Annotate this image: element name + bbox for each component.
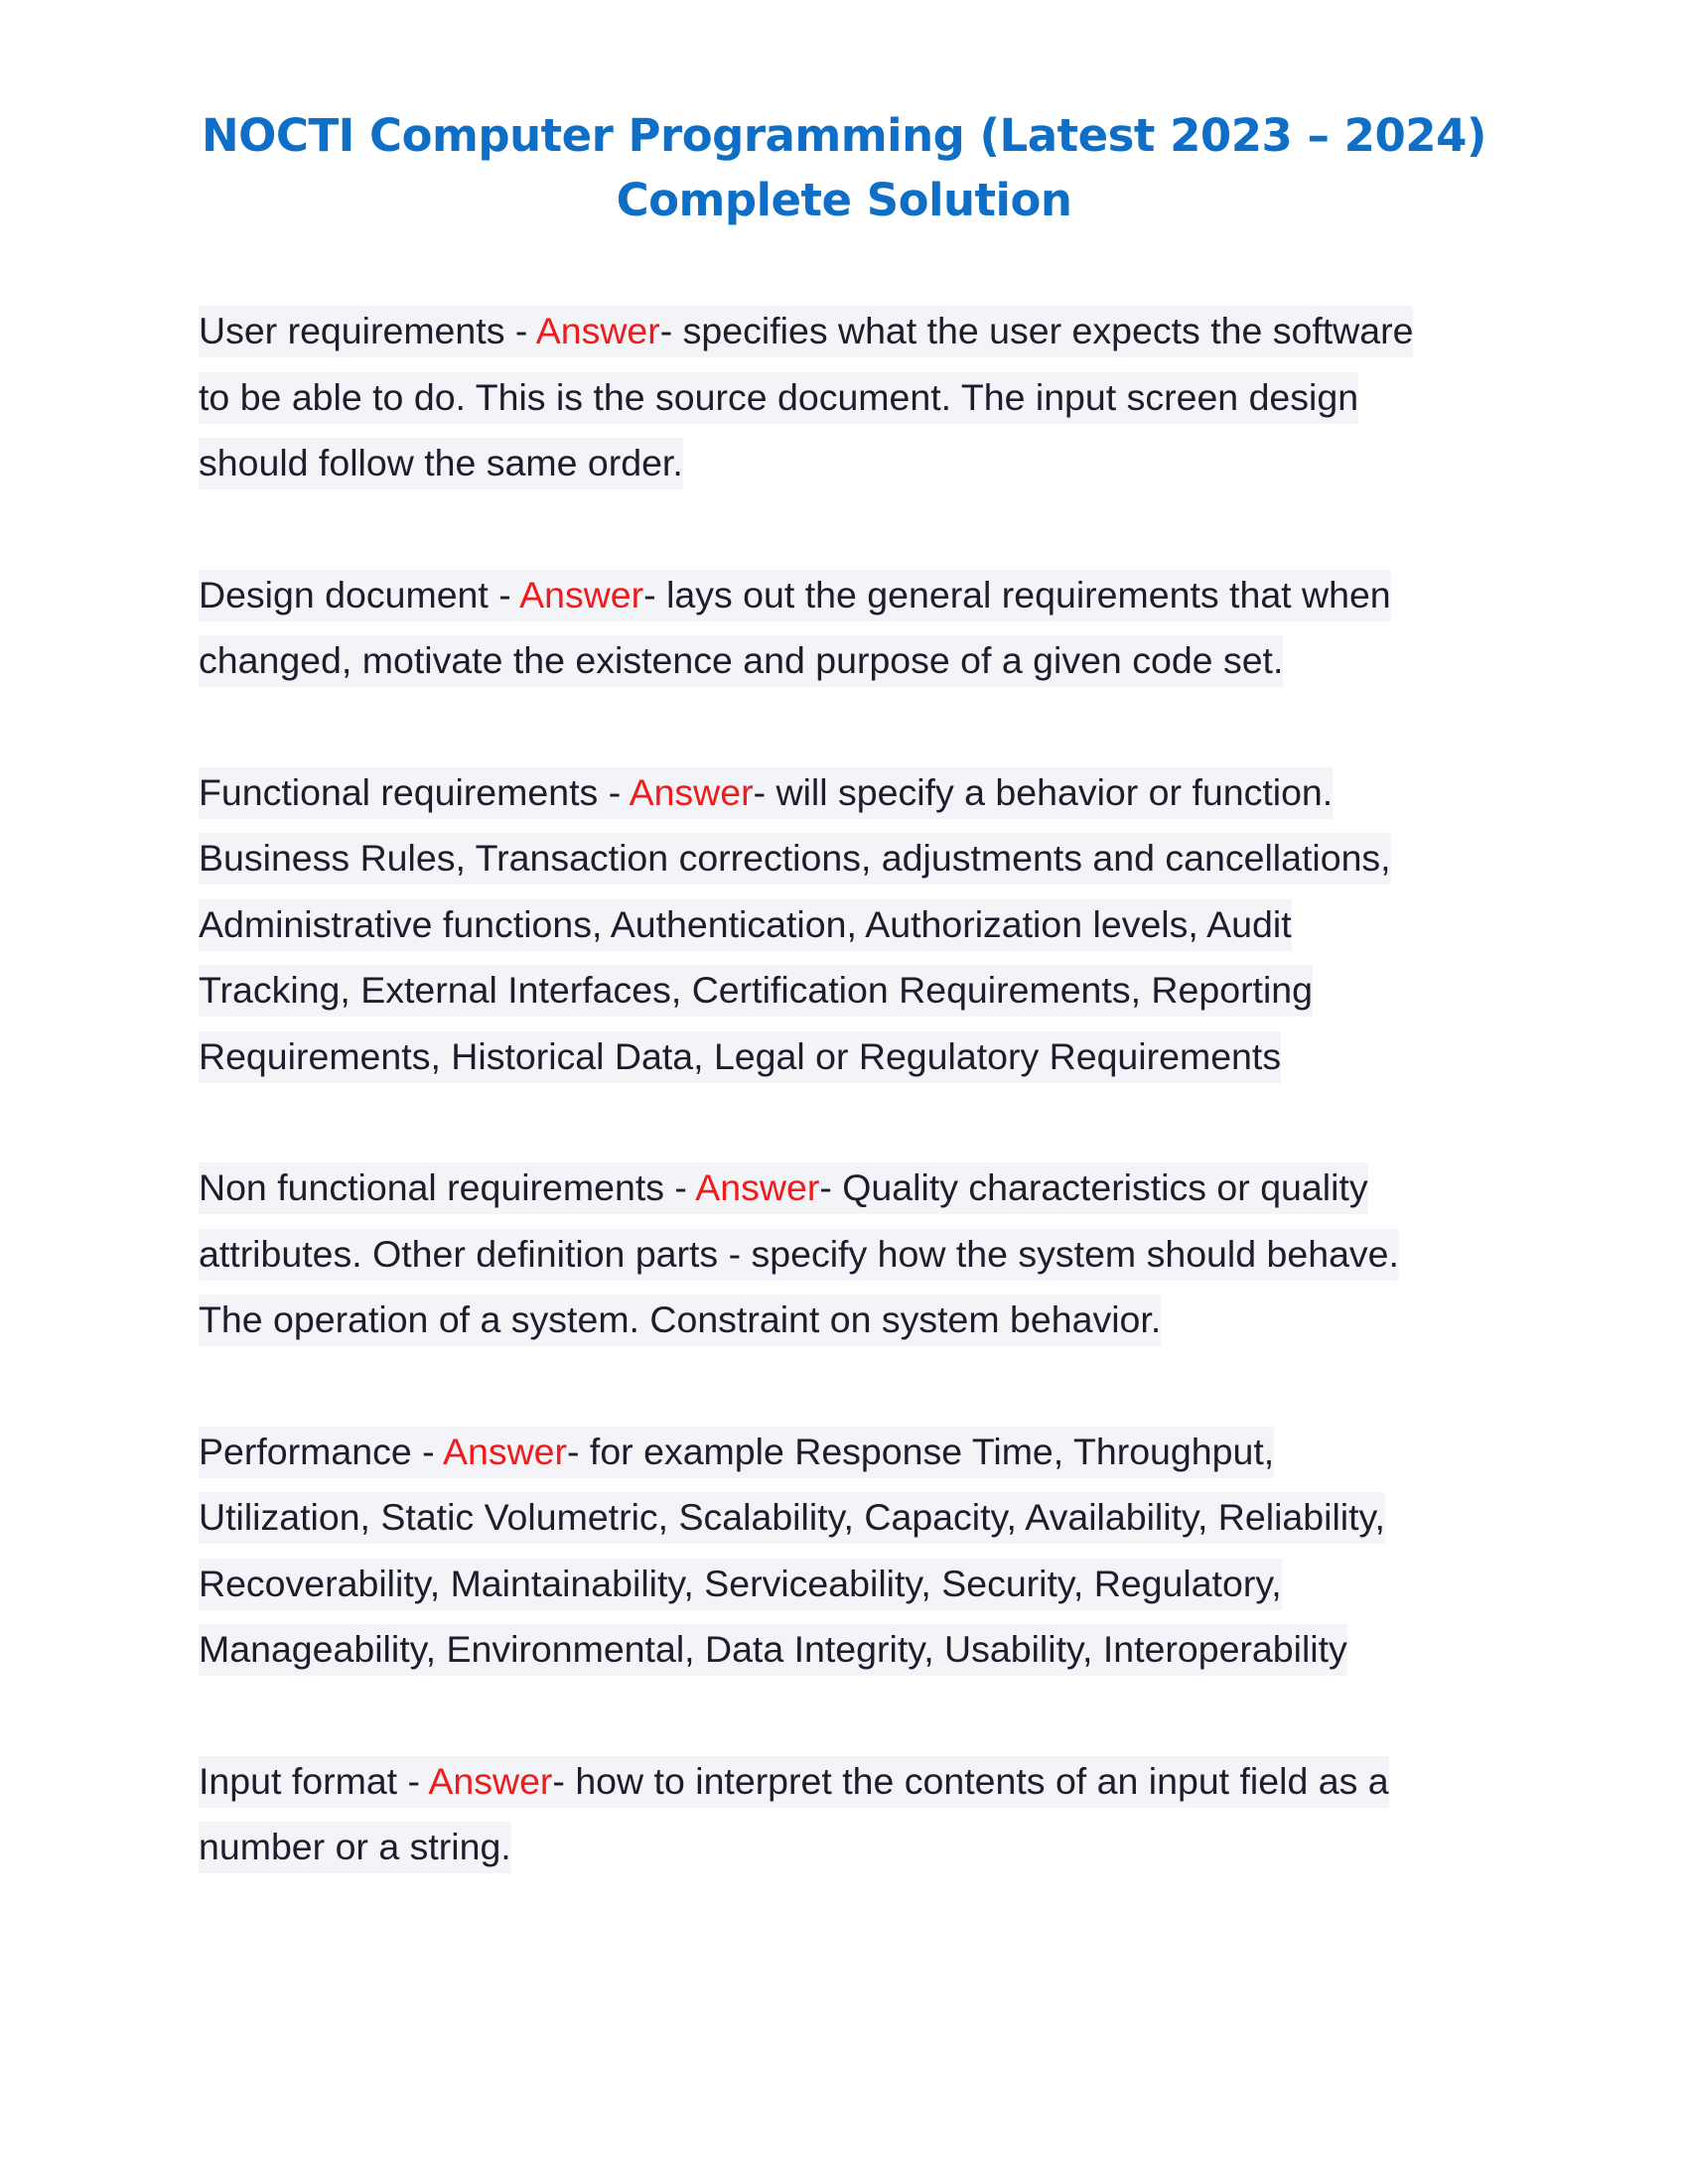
title-line: NOCTI Computer Programming (Latest 2023 – 2024) (202, 109, 1486, 162)
highlighted-text (199, 965, 1313, 1017)
qa-line (199, 1221, 1489, 1288)
qa-term: Design document (199, 573, 489, 615)
qa-answer-text: Tracking, External Interfaces, Certification Requirements, Reporting (199, 969, 1314, 1011)
qa-answer-text: The operation of a system. Constraint on system behavior. (199, 1298, 1162, 1340)
qa-line (199, 1616, 1489, 1683)
highlighted-text: Functional requirements - Answer- will specify a behavior or function. (199, 767, 1333, 819)
qa-answer-text: should follow the same order. (199, 442, 683, 483)
qa-answer-text: - will specify a behavior or function. (753, 770, 1334, 813)
qa-term: Input format (199, 1759, 398, 1802)
highlighted-text (199, 1229, 1399, 1281)
highlighted-text (199, 899, 1292, 951)
qa-line (199, 1155, 1489, 1221)
qa-line (199, 627, 1489, 694)
answer-label: Answer (442, 1430, 567, 1472)
highlighted-text: User requirements - Answer- specifies what the user expects the software (199, 306, 1413, 357)
highlighted-text (199, 1822, 511, 1873)
qa-line (199, 1814, 1489, 1880)
qa-line (199, 430, 1489, 496)
highlighted-text (199, 833, 1391, 885)
qa-entry (199, 1155, 1489, 1353)
qa-term: Functional requirements (199, 770, 599, 813)
qa-answer-text: changed, motivate the existence and purpose of a given code set. (199, 639, 1284, 681)
answer-label: Answer (629, 770, 754, 813)
qa-line (199, 1484, 1489, 1551)
qa-entry (199, 759, 1489, 1090)
highlighted-text (199, 1295, 1161, 1346)
highlighted-text: Non functional requirements - Answer- Quality characteristics or quality (199, 1162, 1368, 1214)
answer-label: Answer (519, 573, 644, 615)
qa-list (199, 298, 1489, 1946)
qa-line (199, 1024, 1489, 1090)
qa-term: Non functional requirements (199, 1166, 665, 1208)
qa-entry (199, 1419, 1489, 1683)
qa-answer-text: Requirements, Historical Data, Legal or Regulatory Requirements (199, 1034, 1282, 1077)
qa-line (199, 1287, 1489, 1353)
highlighted-text (199, 438, 683, 489)
highlighted-text (199, 372, 1358, 424)
qa-line (199, 825, 1489, 891)
qa-line (199, 891, 1489, 958)
qa-line (199, 759, 1489, 826)
qa-answer-text: Administrative functions, Authentication, Authorization levels, Audit (199, 902, 1292, 945)
qa-answer-text: - Quality characteristics or quality (819, 1166, 1368, 1208)
qa-term: Performance (199, 1430, 412, 1472)
answer-label: Answer (535, 310, 660, 351)
qa-answer-text: Manageability, Environmental, Data Integrity, Usability, Interoperability (199, 1628, 1347, 1670)
answer-label: Answer (695, 1166, 820, 1208)
highlighted-text (199, 1031, 1281, 1083)
qa-answer-text: attributes. Other definition parts - specify how the system should behave. (199, 1232, 1399, 1275)
qa-answer-text: - for example Response Time, Throughput, (567, 1430, 1275, 1472)
qa-entry (199, 1748, 1489, 1880)
qa-answer-text: Recoverability, Maintainability, Serviceability, Security, Regulatory, (199, 1562, 1282, 1604)
qa-line (199, 957, 1489, 1024)
highlighted-text: Input format - Answer- how to interpret the contents of an input field as a (199, 1756, 1389, 1808)
highlighted-text: Design document - Answer- lays out the general requirements that when (199, 570, 1391, 621)
qa-line (199, 1551, 1489, 1617)
answer-label: Answer (428, 1759, 553, 1802)
qa-line (199, 1419, 1489, 1485)
qa-line (199, 562, 1489, 628)
highlighted-text: Performance - Answer- for example Response Time, Throughput, (199, 1427, 1274, 1478)
title-line: Complete Solution (616, 174, 1072, 226)
highlighted-text (199, 1624, 1347, 1676)
qa-line (199, 1748, 1489, 1815)
qa-answer-text: to be able to do. This is the source document. The input screen design (199, 375, 1359, 418)
qa-line (199, 298, 1489, 364)
qa-answer-text: - lays out the general requirements that when (643, 573, 1391, 615)
qa-answer-text: - specifies what the user expects the software (659, 310, 1414, 351)
highlighted-text (199, 635, 1283, 687)
qa-answer-text: Utilization, Static Volumetric, Scalability, Capacity, Availability, Reliability, (199, 1496, 1385, 1538)
qa-term: User requirements (199, 310, 505, 351)
qa-entry (199, 562, 1489, 694)
qa-answer-text: number or a string. (199, 1826, 511, 1867)
qa-line (199, 364, 1489, 431)
qa-entry (199, 298, 1489, 496)
highlighted-text (199, 1559, 1282, 1610)
highlighted-text (199, 1492, 1385, 1544)
qa-answer-text: - how to interpret the contents of an input field as a (552, 1759, 1389, 1802)
qa-answer-text: Business Rules, Transaction corrections, adjustments and cancellations, (199, 837, 1391, 879)
document-title (199, 103, 1489, 232)
